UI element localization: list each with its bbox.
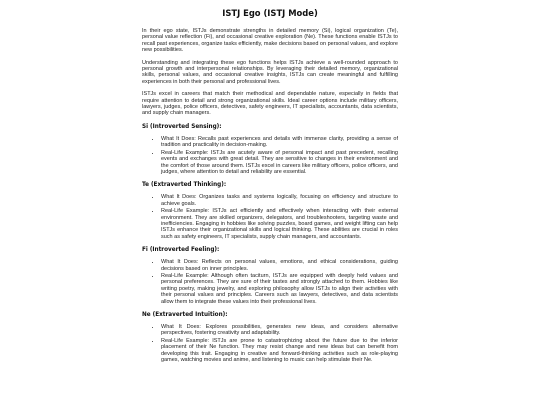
section-fi (142, 247, 398, 305)
bullet-item-si-example: • Real-Life Example: ISTJs are acutely aware of personal impact and past precedent, recalling events and exchanges with great detail. They are sensitive to changes in their environment and the comfort of those around them. ISTJs excel in careers like military officers, police officers, and judges, where attention to detail and reliability are essential. (161, 150, 398, 176)
section-heading-ne: Ne (Extraverted Intuition): (142, 312, 228, 318)
bullet-list-si (142, 136, 398, 175)
bullet-item-te-example: • Real-Life Example: ISTJs act efficiently and effectively when interacting with their external environment. They are skilled organizers, delegators, and troubleshooters, targeting waste and inefficiencies. Engaging in hobbies like solving puzzles, board games, and weight lifting can help ISTJs enhance their organizational skills and logical thinking. These abilities are crucial in roles such as safety engineers, IT specialists, supply chain managers, and accountants. (161, 208, 398, 240)
bullet-item-fi-what: • What It Does: Reflects on personal values, emotions, and ethical considerations, guiding decisions based on inner principles. (161, 259, 398, 272)
bullet-item-te-what: • What It Does: Organizes tasks and systems logically, focusing on efficiency and structure to achieve goals. (161, 194, 398, 207)
intro-paragraph-careers: ISTJs excel in careers that match their methodical and dependable nature, especially in fields that require attention to detail and strong organizational skills. Ideal career options include military officers, lawyers, judges, police officers, detectives, safety engineers, IT specialists, accountants, data scientists, and supply chain managers. (142, 91, 398, 117)
section-te (142, 182, 398, 240)
intro-paragraph-ego-state: In their ego state, ISTJs demonstrate strengths in detailed memory (Si), logical organization (Te), personal value reflection (Fi), and occasional creative exploration (Ne). These functions enable ISTJs to recall past experiences, organize tasks efficiently, make decisions based on personal values, and explore new possibilities. (142, 28, 398, 54)
section-ne (142, 312, 398, 363)
bullet-list-te (142, 194, 398, 240)
section-heading-fi: Fi (Introverted Feeling): (142, 247, 220, 254)
bullet-list-fi (142, 259, 398, 305)
section-heading-te: Te (Extraverted Thinking): (142, 182, 227, 189)
bullet-item-ne-example: • Real-Life Example: ISTJs are prone to catastrophizing about the future due to the inferior placement of their Ne function. They may resist change and new ideas but can benefit from developing this trait. Engaging in creative and forward-thinking activities such as role-playing games, watching movies and anime, and listening to music can help stimulate their Ne. (161, 338, 398, 364)
section-heading-si: Si (Introverted Sensing): (142, 123, 222, 130)
bullet-item-fi-example: • Real-Life Example: Although often taciturn, ISTJs are equipped with deeply held values and personal preferences. They are sure of their tastes and strongly attached to them. Hobbies like writing poetry, making jewelry, and exploring philosophy allow ISTJs to align their activities with their personal values and principles. Careers such as lawyers, detectives, and data scientists allow them to integrate these values into their professional lives. (161, 273, 398, 305)
intro-paragraph-integration: Understanding and integrating these ego functions helps ISTJs achieve a well-rounded approach to personal growth and interpersonal relationships. By leveraging their detailed memory, organizational skills, personal values, and occasional creative insights, ISTJs can create meaningful and fulfilling experiences in both their personal and professional lives. (142, 59, 398, 85)
section-si (142, 124, 398, 175)
document-title: ISTJ Ego (ISTJ Mode) (222, 8, 318, 18)
bullet-list-ne (142, 324, 398, 363)
bullet-item-ne-what: • What It Does: Explores possibilities, generates new ideas, and considers alternative perspectives, fostering creativity and adaptability. (161, 324, 398, 337)
bullet-item-si-what: • What It Does: Recalls past experiences and details with immense clarity, providing a sense of tradition and practicality in decision-making. (161, 136, 398, 149)
